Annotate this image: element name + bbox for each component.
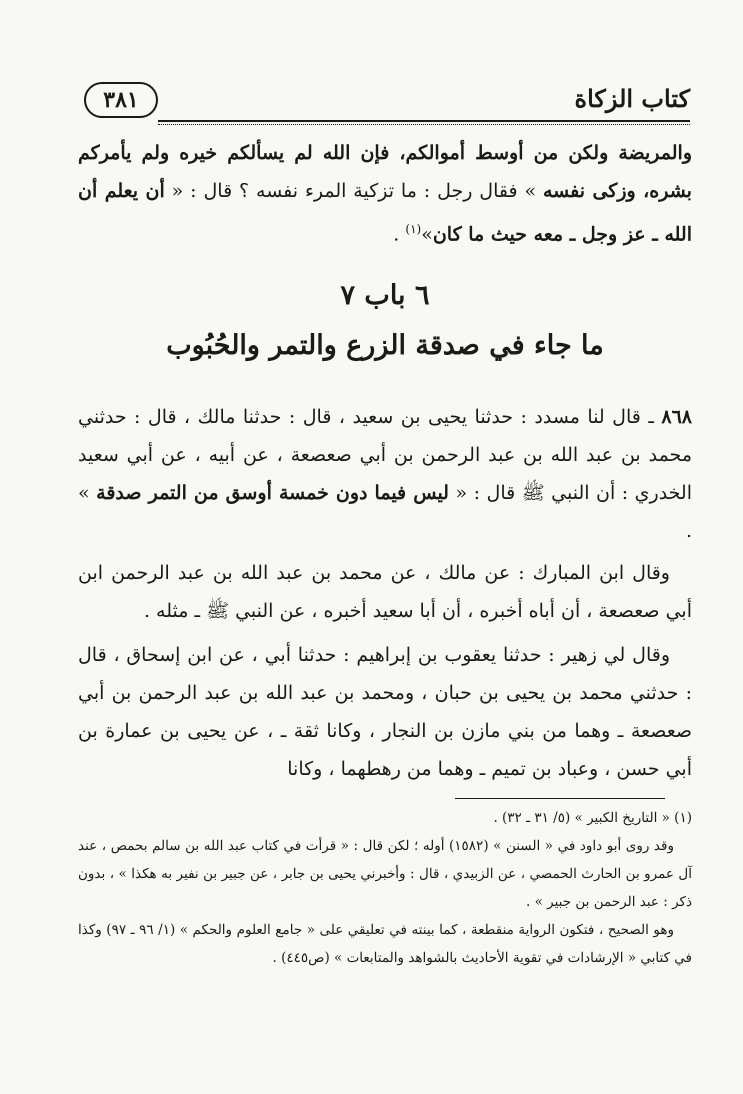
paragraph-ibn-mubarak xyxy=(78,554,692,630)
period: . xyxy=(393,223,400,246)
hadith-matn: ليس فيما دون خمسة أوسق من التمر صدقة xyxy=(96,482,449,504)
footnote-1: (١) « التاريخ الكبير » (٥/ ٣١ ـ ٣٢) . xyxy=(493,810,692,826)
footnote-1-continued: وقد روى أبو داود في « السنن » (١٥٨٢) أوله ؛ لكن قال : « قرأت في كتاب عبد الله بن سالم بحمص ، عند آل عمرو بن الحارث الحمصي ، عن الزبيدي ، قال : وأخبرني يحيى بن جابر ، عن جبير بن نفير به هكذا » ، بدون ذكر : عبد الرحمن بن جبير » . xyxy=(78,838,692,910)
plain-text: » فقال رجل : ما تزكية المرء نفسه ؟ قال : « xyxy=(171,180,537,202)
hadith-number: ٨٦٨ xyxy=(661,406,692,428)
bab-heading: ٦ باب ٧ xyxy=(340,280,430,311)
header-dotted-rule xyxy=(158,124,690,125)
chapter-title: ما جاء في صدقة الزرع والتمر والحُبُوب xyxy=(166,330,604,361)
paragraph-continuation xyxy=(78,134,692,253)
footnote-separator xyxy=(455,798,665,799)
isnad-text: ـ قال لنا مسدد : حدثنا يحيى بن سعيد ، قال : حدثنا مالك ، قال : حدثني محمد بن عبد الله بن عبد الرحمن بن أبي صعصعة ، عن أبيه ، عن أبي سعيد الخدري : أن النبي ﷺ قال : « xyxy=(78,406,692,504)
footnotes xyxy=(78,804,692,972)
page-number-badge: ٣٨١ xyxy=(84,82,158,118)
hadith-paragraph xyxy=(78,398,692,550)
matn-close: » . xyxy=(78,482,692,542)
book-title: كتاب الزكاة xyxy=(574,84,690,113)
paragraph-text: وقال ابن المبارك : عن مالك ، عن محمد بن عبد الله بن عبد الرحمن ابن أبي صعصعة ، أن أباه أخبره ، أن أبا سعيد أخبره ، عن النبي ﷺ ـ مثله . xyxy=(78,562,692,622)
closing-quote: » xyxy=(421,223,433,246)
page-header xyxy=(78,78,690,126)
bold-hadith-text-2: أن يعلم أن الله ـ عز وجل ـ معه حيث ما كان xyxy=(78,180,692,246)
footnote-reference: (١) xyxy=(405,222,422,236)
paragraph-text: وقال لي زهير : حدثنا يعقوب بن إبراهيم : حدثنا أبي ، عن ابن إسحاق ، قال : حدثني محمد بن يحيى بن حبان ، ومحمد بن عبد الله بن عبد الرحمن بن أبي صعصعة ـ وهما من بني مازن بن النجار ، وكانا ثقة ـ ، عن يحيى بن عمارة بن أبي حسن ، وعباد بن تميم ـ وهما من رهطهما ، وكانا xyxy=(78,644,692,780)
paragraph-zuhair xyxy=(78,636,692,788)
header-rule xyxy=(158,120,690,122)
footnote-1-conclusion: وهو الصحيح ، فتكون الرواية منقطعة ، كما بينته في تعليقي على « جامع العلوم والحكم » (١/ ٩٦ ـ ٩٧) وكذا في كتابي « الإرشادات في تقوية الأحاديث بالشواهد والمتابعات » (ص٤٤٥) . xyxy=(78,922,692,966)
bold-hadith-text: والمريضة ولكن من أوسط أموالكم، فإن الله لم يسألكم خيره ولم يأمركم بشره، وزكى نفسه xyxy=(78,142,692,202)
